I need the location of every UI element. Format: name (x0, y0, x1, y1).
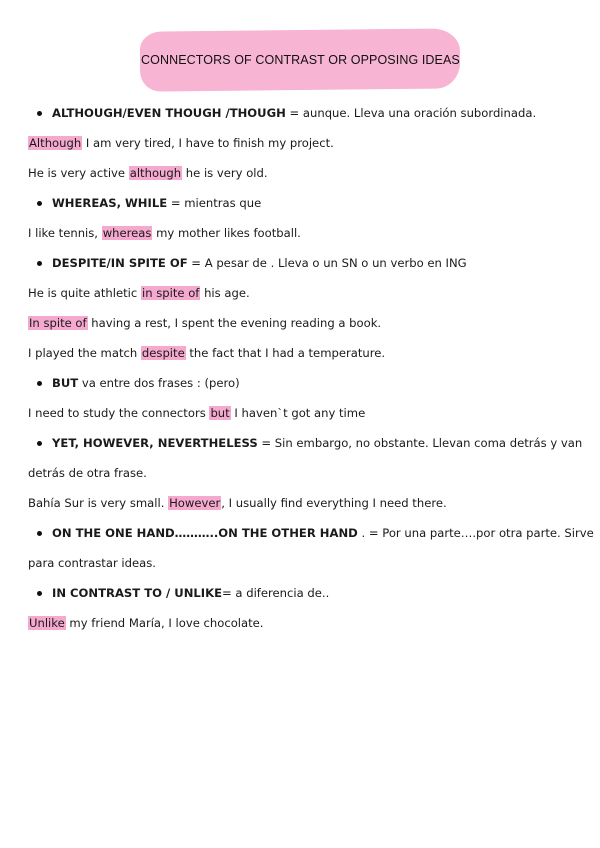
highlighted-connector: Unlike (29, 616, 65, 630)
bullet-item (28, 521, 594, 551)
bullet-item (28, 371, 573, 401)
bullet-item (28, 431, 583, 461)
connector-term: DESPITE/IN SPITE OF (52, 256, 188, 270)
sentence-text: I played the match (28, 346, 141, 360)
page-title: CONNECTORS OF CONTRAST OR OPPOSING IDEAS (140, 53, 460, 68)
sentence-text: the fact that I had a temperature. (185, 346, 386, 360)
bullet-item (28, 101, 573, 131)
bullet-continuation (28, 461, 573, 491)
highlighted-connector: although (129, 166, 182, 180)
example-sentence (28, 401, 573, 431)
sentence-text: my mother likes football. (152, 226, 301, 240)
bullet-item (28, 581, 573, 611)
connector-meaning: = mientras que (167, 196, 262, 210)
document-body (28, 101, 594, 641)
sentence-text: I like tennis, (28, 226, 102, 240)
sentence-text: he is very old. (182, 166, 268, 180)
highlighted-connector: despite (141, 346, 185, 360)
highlighted-connector: but (210, 406, 230, 420)
sentence-text: He is quite athletic (28, 286, 141, 300)
sentence-text: I am very tired, I have to finish my project. (82, 136, 334, 150)
example-sentence (28, 221, 573, 251)
connector-term: YET, HOWEVER, NEVERTHELESS (52, 436, 258, 450)
example-sentence (28, 131, 573, 161)
example-sentence (28, 161, 573, 191)
bullet-continuation (28, 551, 573, 581)
bullet-item (28, 251, 573, 281)
connector-meaning: detrás de otra frase. (28, 466, 147, 480)
highlighted-connector: In spite of (29, 316, 87, 330)
title-banner (140, 28, 461, 91)
highlighted-connector: Although (29, 136, 82, 150)
connector-meaning: = aunque. Lleva una oración subordinada. (285, 106, 537, 120)
sentence-text: , I usually find everything I need there. (221, 496, 447, 510)
sentence-text: I haven`t got any time (230, 406, 366, 420)
highlighted-connector: in spite of (141, 286, 200, 300)
sentence-text: He is very active (28, 166, 129, 180)
connector-meaning: = a diferencia de.. (222, 586, 330, 600)
connector-meaning: . = Por una parte….por otra parte. Sirve (357, 526, 594, 540)
sentence-text: I need to study the connectors (28, 406, 210, 420)
highlighted-connector: whereas (102, 226, 152, 240)
connector-term: ALTHOUGH/EVEN THOUGH /THOUGH (52, 106, 286, 120)
connector-term: IN CONTRAST TO / UNLIKE (52, 586, 223, 600)
sentence-text: my friend María, I love chocolate. (65, 616, 264, 630)
example-sentence (28, 611, 573, 641)
sentence-text: having a rest, I spent the evening reading a book. (87, 316, 382, 330)
example-sentence (28, 281, 573, 311)
connector-term: WHEREAS, WHILE (52, 196, 168, 210)
highlighted-connector: However (169, 496, 221, 510)
sentence-text: Bahía Sur is very small. (28, 496, 169, 510)
connector-meaning: = Sin embargo, no obstante. Llevan coma detrás y van (257, 436, 583, 450)
example-sentence (28, 341, 573, 371)
example-sentence (28, 311, 573, 341)
connector-meaning: = A pesar de . Lleva o un SN o un verbo en ING (187, 256, 467, 270)
connector-term: ON THE ONE HAND………..ON THE OTHER HAND (52, 526, 358, 540)
connector-meaning: para contrastar ideas. (28, 556, 156, 570)
connector-term: BUT (52, 376, 79, 390)
connector-meaning: va entre dos frases : (pero) (78, 376, 240, 390)
example-sentence (28, 491, 573, 521)
bullet-item (28, 191, 573, 221)
sentence-text: his age. (200, 286, 250, 300)
